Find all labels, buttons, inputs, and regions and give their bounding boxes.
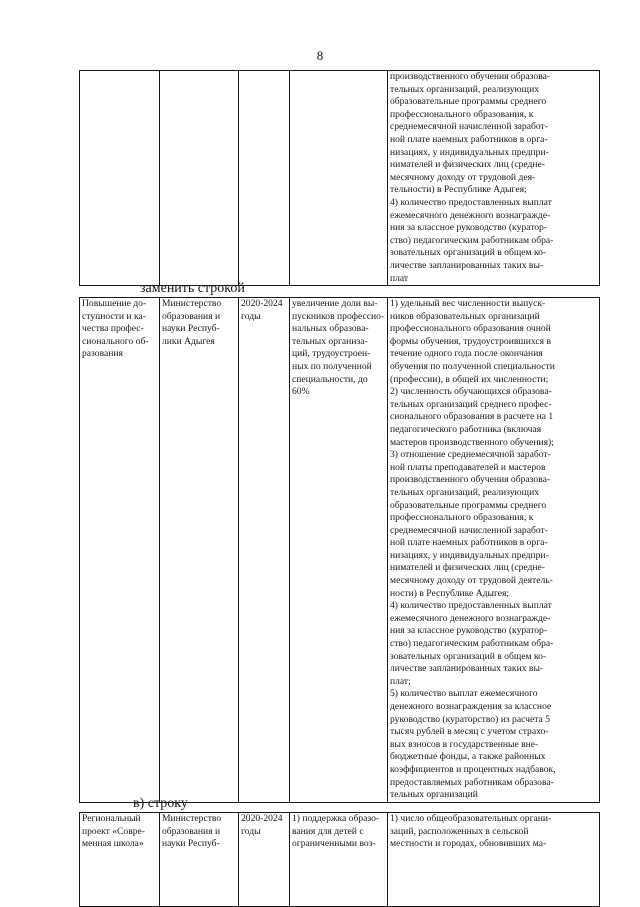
text-line: денежного вознаграждения за классное [390, 701, 552, 712]
text-line: формы обучения, трудоустроившихся в [390, 335, 551, 347]
text-line: тельных организа- [292, 335, 368, 347]
text-line: (профессии), в общей их численности; [390, 373, 549, 385]
text-line: ограниченными воз- [292, 838, 376, 850]
cell-result [290, 813, 388, 907]
cell-responsible [160, 298, 239, 803]
text-line: специальности, до [292, 373, 368, 385]
page-number: 8 [316, 48, 324, 63]
text-line: тельности) в Республике Адыгея; [390, 184, 527, 196]
text-line: ной платы преподавателей и мастеров [390, 461, 546, 473]
text-line: 2) численность обучающихся образова- [390, 386, 552, 398]
text-line: нальных образова- [292, 323, 369, 335]
text-line: ство) педагогическим работникам обра- [390, 234, 554, 246]
text-line: 1) поддержка образо- [292, 813, 380, 824]
text-line: тысяч рублей в месяц с учетом страхо- [390, 726, 549, 738]
cell-empty-2 [160, 71, 239, 286]
text-line: плат [390, 272, 409, 284]
text-line: профессионального образования, к [390, 512, 534, 524]
text-line: науки Респуб- [162, 323, 220, 335]
text-line: месячному доходу от трудовой деятель- [390, 575, 553, 587]
text-line: образовательные программы среднего [390, 499, 547, 511]
text-line: предоставляемых работникам образова- [390, 776, 554, 788]
text-line: плат; [390, 675, 411, 687]
text-line: среднемесячной начисленной заработ- [390, 121, 548, 133]
text-line: нимателей и физических лиц (средне- [390, 562, 545, 574]
text-line: профессионального образования, к [390, 108, 534, 120]
text-line: ежемесячного денежного вознагражде- [390, 612, 551, 624]
text-line: низациях, у индивидуальных предпри- [390, 549, 549, 561]
text-line: образования и [162, 825, 221, 837]
cell-empty-4 [290, 71, 388, 286]
text-line: ной плате наемных работников в орга- [390, 133, 548, 145]
row-label: в) строку [133, 796, 188, 811]
cell-task [80, 298, 160, 803]
text-line: ных по полученной [292, 360, 372, 372]
text-line: тельных организаций, реализующих [390, 486, 539, 498]
text-line: ной плате наемных работников в орга- [390, 537, 548, 549]
cell-responsible [160, 813, 239, 907]
text-line: обучения по полученной специальности [390, 360, 555, 372]
text-line: месячному доходу от трудовой дея- [390, 171, 536, 183]
text-line: вых взносов в государственные вне- [390, 738, 539, 750]
text-line: Повышение до- [82, 298, 147, 309]
text-line: образовательные программы среднего [390, 96, 547, 108]
cell-empty-1 [80, 71, 160, 286]
text-line: ности) в Республике Адыгея; [390, 587, 510, 599]
text-line: руководство (кураторство) из расчета 5 [390, 713, 550, 725]
text-line: 2020-2024 [241, 813, 283, 824]
text-line: ступности и ка- [82, 310, 146, 322]
text-line: вания для детей с [292, 825, 364, 837]
text-line: ния за классное руководство (куратор- [390, 625, 548, 637]
table-top-fragment [79, 70, 600, 286]
text-line: Министерство [162, 298, 222, 309]
text-line: 1) число общеобразовательных органи- [390, 813, 552, 824]
text-line: нимателей и физических лиц (средне- [390, 159, 545, 171]
cell-indicators [388, 71, 600, 286]
text-line: лики Адыгея [162, 335, 215, 347]
text-line: 60% [292, 386, 310, 398]
table-row [80, 71, 600, 286]
text-line: 5) количество выплат ежемесячного [390, 688, 538, 700]
text-line: низациях, у индивидуальных предпри- [390, 146, 549, 158]
text-line: личестве запланированных таких вы- [390, 259, 544, 271]
text-line: 2020-2024 [241, 298, 283, 309]
text-line: Региональный [82, 813, 141, 824]
text-line: сионального об- [82, 335, 149, 347]
table-replacement-row [79, 297, 600, 803]
text-line: разования [82, 348, 123, 360]
text-line: Министерство [162, 813, 222, 824]
cell-result [290, 298, 388, 803]
text-line: чества профес- [82, 323, 144, 335]
text-line: 1) удельный вес численности выпуск- [390, 298, 546, 309]
text-line: коэффициентов и процентных надбавок, [390, 763, 556, 775]
text-line: ций, трудоустроен- [292, 348, 371, 360]
cell-indicators [388, 298, 600, 803]
text-line: науки Респуб- [162, 838, 220, 850]
text-line: 3) отношение среднемесячной заработ- [390, 449, 551, 461]
cell-empty-3 [239, 71, 290, 286]
text-line: зовательных организаций в общем ко- [390, 247, 547, 259]
text-line: годы [241, 825, 261, 837]
text-line: производственного обучения образова- [390, 71, 551, 82]
text-line: местности и городах, обновивших ма- [390, 838, 547, 850]
cell-indicators [388, 813, 600, 907]
text-line: проект «Совре- [82, 825, 146, 837]
text-line: зовательных организаций в общем ко- [390, 650, 547, 662]
text-line: профессионального образования очной [390, 323, 551, 335]
text-line: среднемесячной начисленной заработ- [390, 524, 548, 536]
text-line: пускников профессио- [292, 310, 385, 322]
text-line: заций, расположенных в сельской [390, 825, 529, 837]
text-line: производственного обучения образова- [390, 474, 551, 486]
cell-task [80, 813, 160, 907]
text-line: 4) количество предоставленных выплат [390, 600, 552, 612]
text-line: образования и [162, 310, 221, 322]
text-line: тельных организаций, реализующих [390, 83, 539, 95]
text-line: течение одного года после окончания [390, 348, 543, 360]
text-line: увеличение доли вы- [292, 298, 378, 309]
cell-period [239, 298, 290, 803]
text-line: педагогического работника (включая [390, 423, 542, 435]
table-row [80, 298, 600, 803]
table-row [80, 813, 600, 907]
table-next-row [79, 812, 600, 907]
text-line: 4) количество предоставленных выплат [390, 196, 552, 208]
text-line: сионального образования в расчете на 1 [390, 411, 554, 423]
text-line: личестве запланированных таких вы- [390, 663, 544, 675]
text-line: годы [241, 310, 261, 322]
text-line: ников образовательных организаций [390, 310, 540, 322]
text-line: ство) педагогическим работникам обра- [390, 638, 554, 650]
cell-period [239, 813, 290, 907]
text-line: ежемесячного денежного вознагражде- [390, 209, 551, 221]
text-line: тельных организаций среднего профес- [390, 398, 552, 410]
text-line: менная школа» [82, 838, 144, 850]
text-line: мастеров производственного обучения); [390, 436, 554, 448]
text-line: ния за классное руководство (куратор- [390, 222, 548, 234]
text-line: тельных организаций [390, 789, 478, 801]
replace-label: заменить строкой [140, 281, 245, 296]
text-line: бюджетные фонды, а также районных [390, 751, 546, 763]
